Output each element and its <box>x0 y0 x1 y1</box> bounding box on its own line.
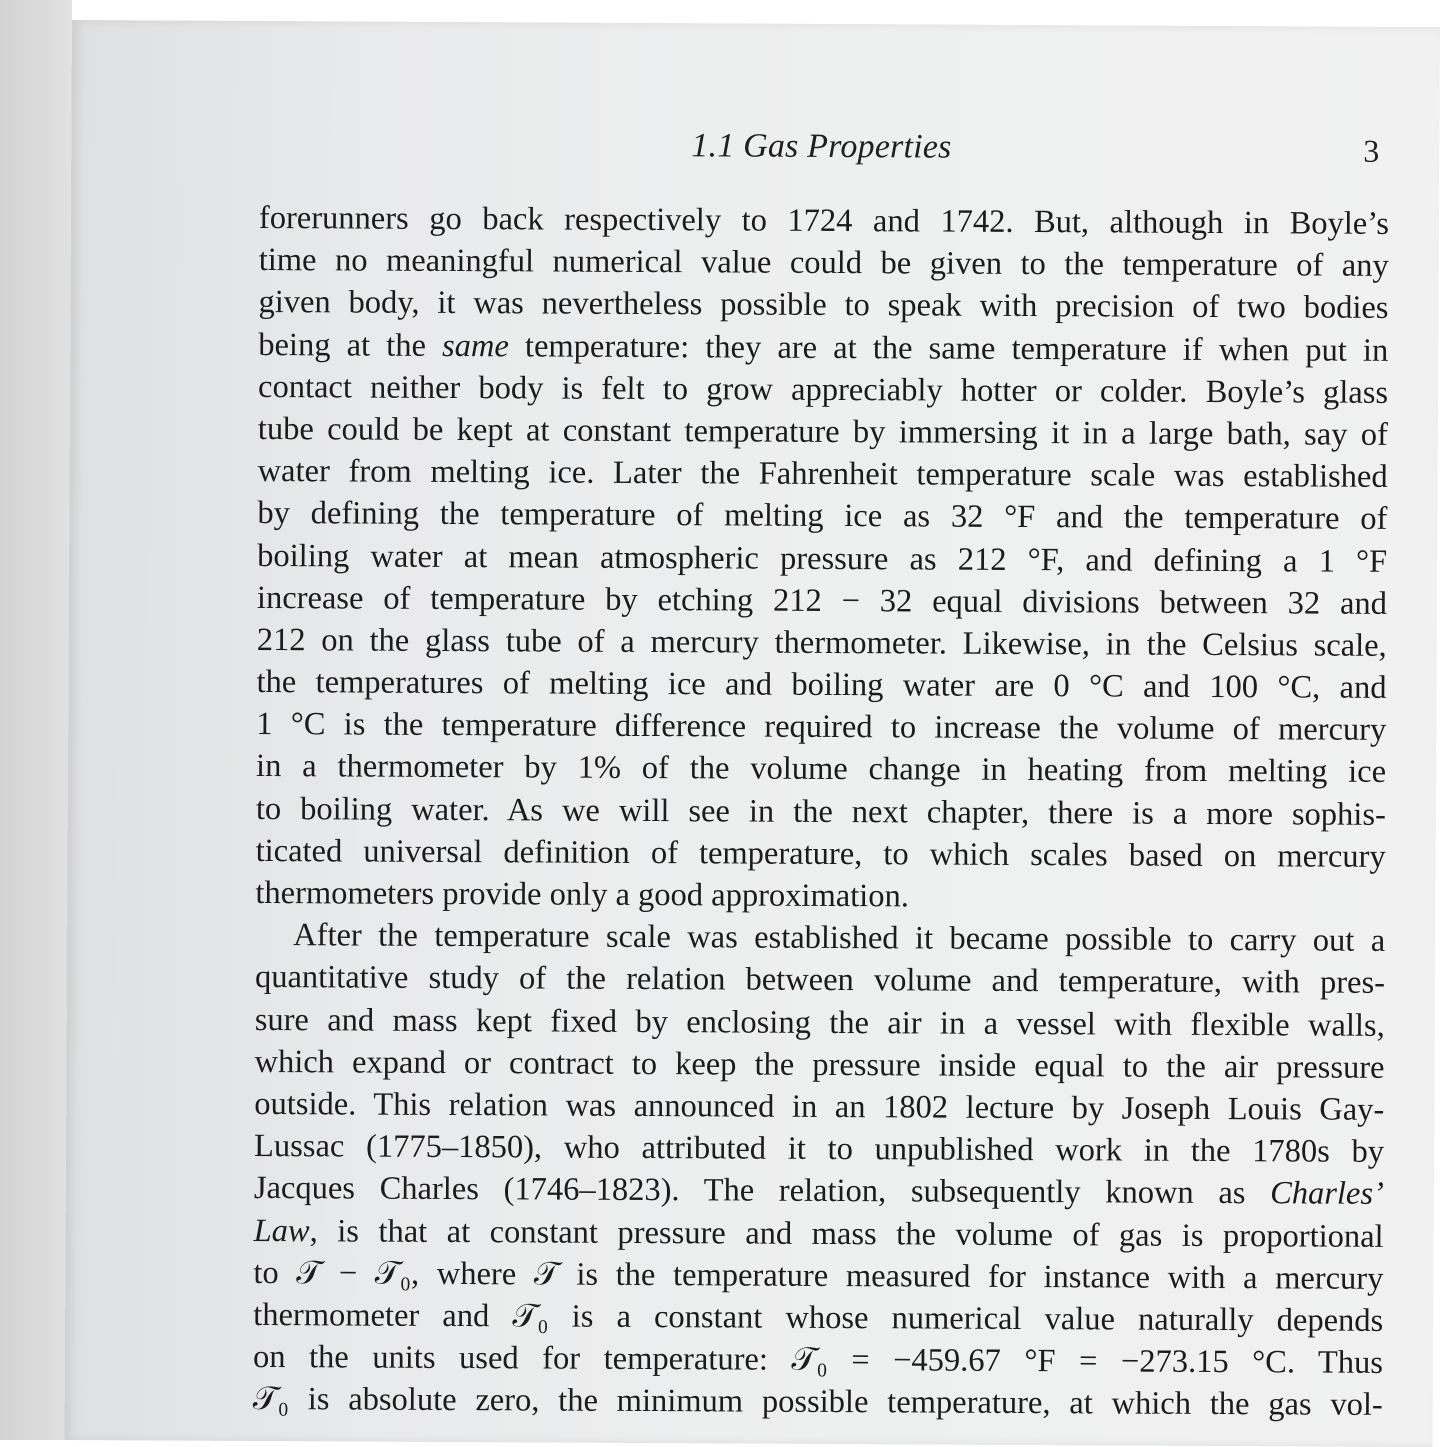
running-head <box>71 124 1439 169</box>
text-line: tube could be kept at constant temperature by immersing it in a large bath, say of <box>257 410 1388 453</box>
text-line: sure and mass kept fixed by enclosing the air in a vessel with flexible walls, <box>254 1001 1385 1044</box>
text-line: in a thermometer by 1% of the volume change in heating from melting ice <box>256 748 1387 791</box>
text-line: being at the same temperature: they are at the same temperature if when put in <box>258 326 1389 369</box>
text-line: outside. This relation was announced in an 1802 lecture by Joseph Louis Gay- <box>254 1085 1385 1128</box>
emphasized-term: Charles’ <box>1270 1175 1384 1213</box>
text-line: which expand or contract to keep the pressure inside equal to the air pressure <box>254 1043 1385 1086</box>
text-line: quantitative study of the relation between volume and temperature, with pres- <box>254 959 1386 1002</box>
text-line: contact neither body is felt to grow appreciably hotter or colder. Boyle’s glass <box>257 368 1389 411</box>
text-line: Law, is that at constant pressure and mass the volume of gas is proportional <box>253 1212 1384 1255</box>
text-line: thermometer and 𝒯₀ is a constant whose numerical value naturally depends <box>253 1296 1384 1339</box>
book-page <box>65 20 1440 1447</box>
emphasized-term: same <box>441 327 509 364</box>
text-line: ticated universal definition of temperature, to which scales based on mercury <box>255 832 1386 875</box>
page-number: 3 <box>1363 132 1380 169</box>
text-line: boiling water at mean atmospheric pressure as 212 °F, and defining a 1 °F <box>257 537 1388 580</box>
text-line: 𝒯₀ is absolute zero, the minimum possible temperature, at which the gas vol- <box>252 1381 1383 1424</box>
text-line: Jacques Charles (1746–1823). The relation, subsequently known as Charles’ <box>253 1170 1384 1213</box>
text-line: 1 °C is the temperature difference required to increase the volume of mercury <box>256 706 1387 749</box>
text-line: time no meaningful numerical value could be given to the temperature of any <box>258 242 1389 285</box>
previous-page-edge <box>0 0 72 1440</box>
paragraph-end-line: thermometers provide only a good approximation. <box>255 874 909 915</box>
text-line: increase of temperature by etching 212 − 32 equal divisions between 32 and <box>256 579 1388 622</box>
text-line: forerunners go back respectively to 1724 and 1742. But, although in Boyle’s <box>258 199 1390 242</box>
text-line: on the units used for temperature: 𝒯₀ = −459.67 °F = −273.15 °C. Thus <box>252 1339 1384 1381</box>
text-line: to boiling water. As we will see in the next chapter, there is a more sophis- <box>255 790 1386 833</box>
body-text <box>253 197 1389 1426</box>
text-line: to 𝒯 − 𝒯₀, where 𝒯 is the temperature measured for instance with a mercury <box>253 1254 1384 1297</box>
text-line: the temperatures of melting ice and boiling water are 0 °C and 100 °C, and <box>256 664 1387 706</box>
emphasized-term: Law <box>253 1212 310 1249</box>
section-title: 1.1 Gas Properties <box>691 127 952 166</box>
text-line: by defining the temperature of melting ice as 32 °F and the temperature of <box>257 495 1388 538</box>
text-line: water from melting ice. Later the Fahrenheit temperature scale was established <box>257 453 1388 496</box>
text-line: 212 on the glass tube of a mercury thermometer. Likewise, in the Celsius scale, <box>256 621 1387 664</box>
paragraph-start-line: After the temperature scale was established it became possible to carry out a <box>293 917 1386 960</box>
text-line: given body, it was nevertheless possible to speak with precision of two bodies <box>258 284 1389 327</box>
text-line: Lussac (1775–1850), who attributed it to unpublished work in the 1780s by <box>254 1128 1385 1171</box>
